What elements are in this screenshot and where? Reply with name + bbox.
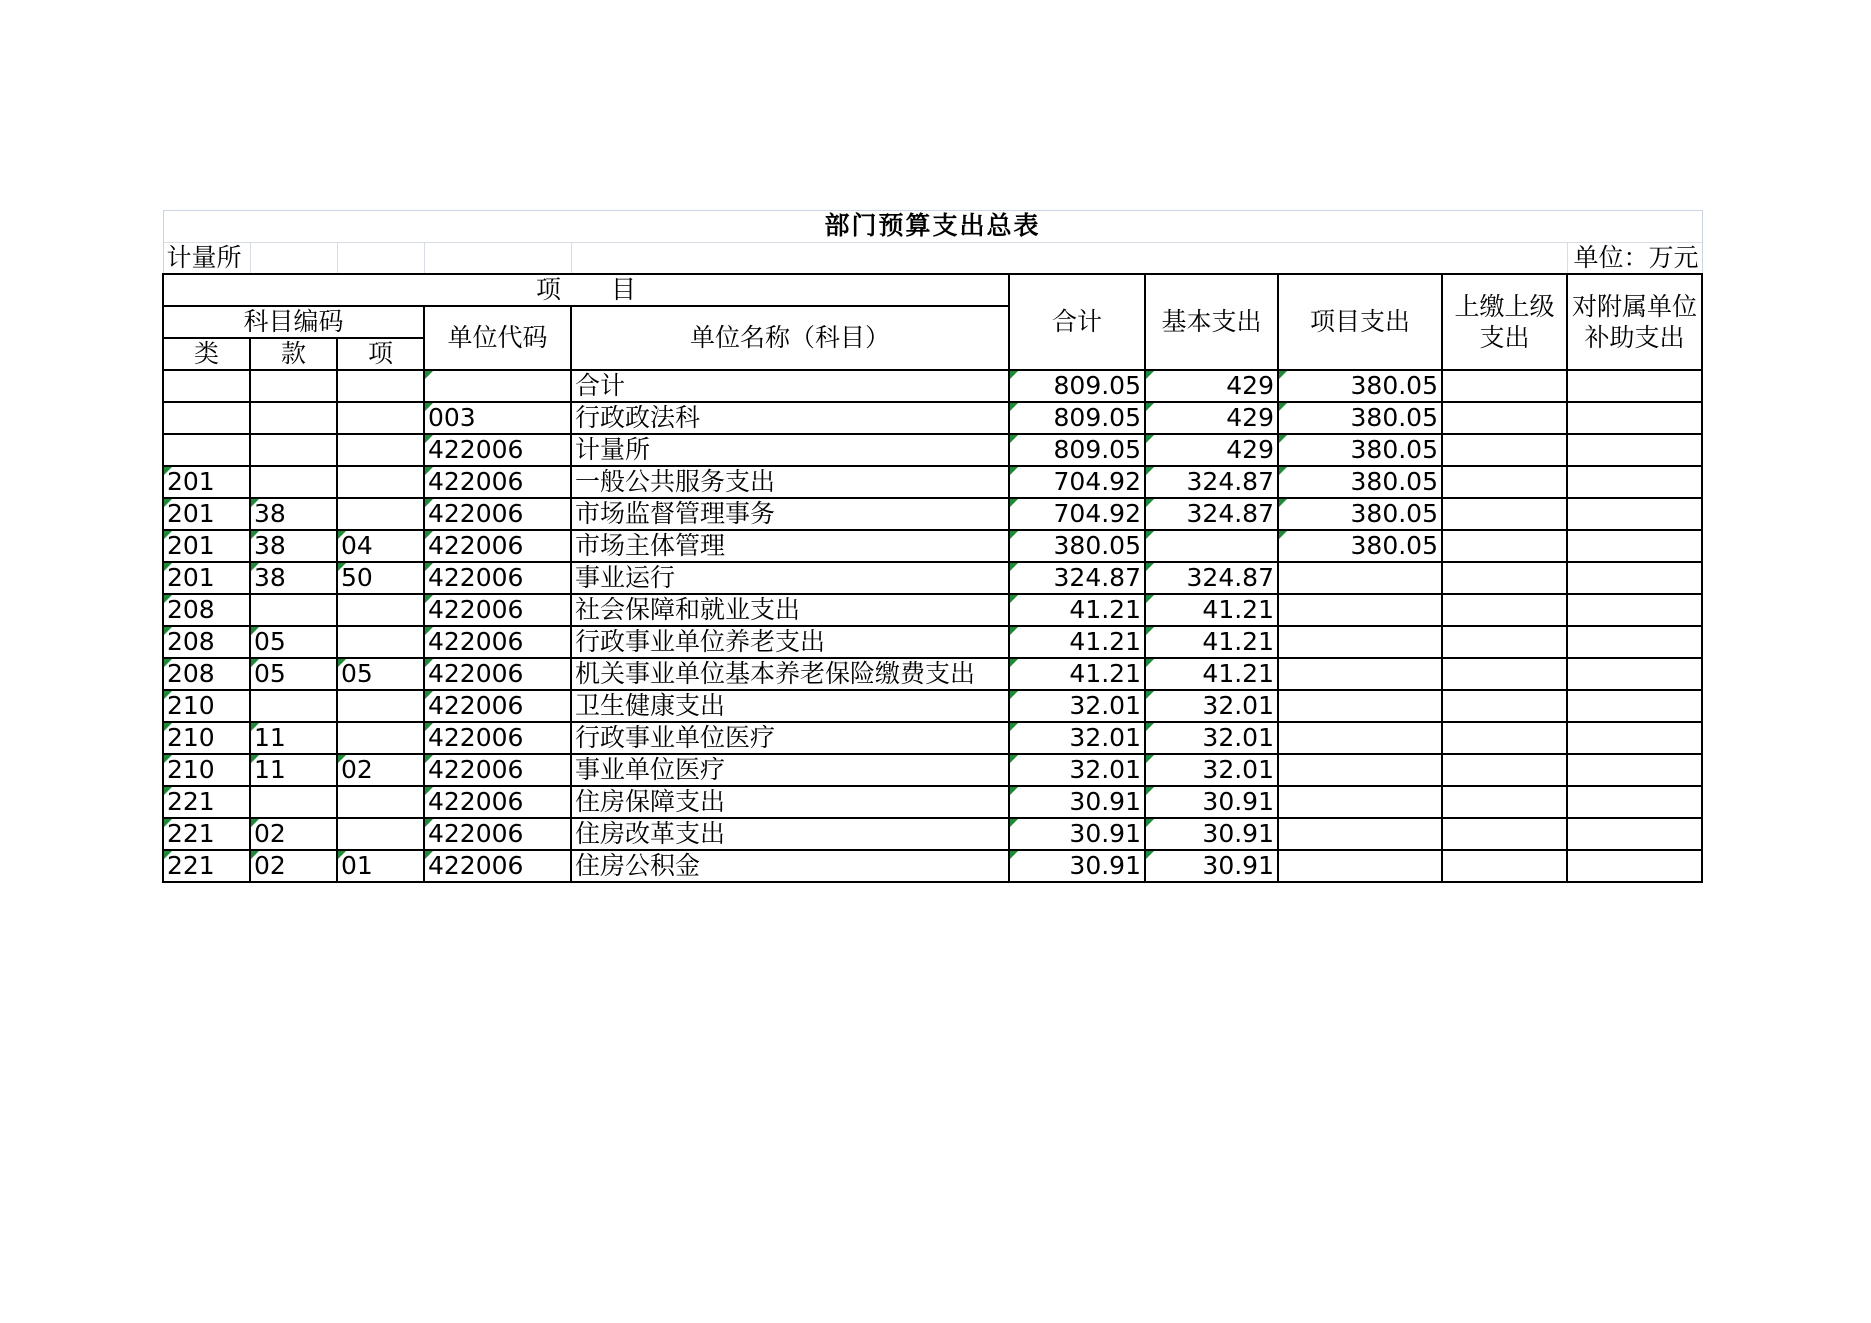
header-project: 项目支出 (1278, 274, 1442, 370)
cell-project (1278, 658, 1442, 690)
cell-subsidy (1567, 690, 1702, 722)
cell-lei: 201 (163, 530, 250, 562)
cell-lei: 210 (163, 722, 250, 754)
cell-subsidy (1567, 850, 1702, 882)
cell-unit-name: 事业运行 (571, 562, 1009, 594)
cell-total: 704.92 (1009, 466, 1145, 498)
header-subsidy: 对附属单位补助支出 (1567, 274, 1702, 370)
cell-unit-code: 422006 (424, 818, 571, 850)
header-unit-name: 单位名称（科目） (571, 306, 1009, 370)
cell-basic: 30.91 (1145, 786, 1278, 818)
cell-total: 809.05 (1009, 370, 1145, 402)
cell-project (1278, 818, 1442, 850)
cell-project (1278, 594, 1442, 626)
cell-unit-code: 422006 (424, 498, 571, 530)
cell-xiang (337, 626, 424, 658)
cell-subsidy (1567, 562, 1702, 594)
cell-remit (1442, 594, 1567, 626)
cell-remit (1442, 466, 1567, 498)
header-total: 合计 (1009, 274, 1145, 370)
meta-row (163, 242, 1702, 274)
cell-unit-code: 422006 (424, 626, 571, 658)
table-row (163, 530, 1702, 562)
cell-remit (1442, 370, 1567, 402)
cell-kuan: 05 (250, 658, 337, 690)
cell-lei: 208 (163, 594, 250, 626)
cell-subsidy (1567, 722, 1702, 754)
cell-basic: 324.87 (1145, 562, 1278, 594)
cell-unit-code: 422006 (424, 722, 571, 754)
cell-subsidy (1567, 626, 1702, 658)
cell-kuan: 02 (250, 818, 337, 850)
cell-kuan (250, 594, 337, 626)
cell-total: 324.87 (1009, 562, 1145, 594)
table-row (163, 594, 1702, 626)
table-row (163, 498, 1702, 530)
cell-subsidy (1567, 530, 1702, 562)
cell-basic: 324.87 (1145, 466, 1278, 498)
cell-remit (1442, 818, 1567, 850)
cell-project: 380.05 (1278, 434, 1442, 466)
header-basic: 基本支出 (1145, 274, 1278, 370)
cell-lei: 201 (163, 466, 250, 498)
cell-project: 380.05 (1278, 530, 1442, 562)
cell-kuan: 38 (250, 530, 337, 562)
cell-subsidy (1567, 818, 1702, 850)
table-row (163, 850, 1702, 882)
cell-subsidy (1567, 594, 1702, 626)
cell-subsidy (1567, 370, 1702, 402)
cell-unit-name: 市场监督管理事务 (571, 498, 1009, 530)
title-row (163, 211, 1702, 243)
cell-unit-code: 422006 (424, 786, 571, 818)
unit-org-label: 计量所 (163, 242, 250, 274)
cell-xiang: 01 (337, 850, 424, 882)
meta-cell (424, 242, 571, 274)
cell-lei (163, 402, 250, 434)
cell-kuan (250, 786, 337, 818)
cell-xiang (337, 594, 424, 626)
cell-subsidy (1567, 786, 1702, 818)
cell-project (1278, 562, 1442, 594)
table-row (163, 722, 1702, 754)
cell-unit-name: 一般公共服务支出 (571, 466, 1009, 498)
cell-unit-name: 合计 (571, 370, 1009, 402)
cell-total: 809.05 (1009, 434, 1145, 466)
cell-xiang (337, 370, 424, 402)
cell-remit (1442, 626, 1567, 658)
cell-kuan: 11 (250, 754, 337, 786)
cell-remit (1442, 690, 1567, 722)
header-kuan: 款 (250, 338, 337, 370)
cell-basic: 429 (1145, 434, 1278, 466)
cell-unit-code: 422006 (424, 466, 571, 498)
meta-cell (337, 242, 424, 274)
cell-remit (1442, 402, 1567, 434)
cell-lei: 201 (163, 562, 250, 594)
table-row (163, 626, 1702, 658)
cell-xiang (337, 722, 424, 754)
cell-unit-code: 422006 (424, 658, 571, 690)
cell-total: 809.05 (1009, 402, 1145, 434)
cell-basic: 30.91 (1145, 850, 1278, 882)
header-lei: 类 (163, 338, 250, 370)
cell-total: 380.05 (1009, 530, 1145, 562)
table-row (163, 786, 1702, 818)
cell-project: 380.05 (1278, 466, 1442, 498)
cell-remit (1442, 498, 1567, 530)
cell-xiang (337, 434, 424, 466)
cell-unit-code: 422006 (424, 530, 571, 562)
cell-lei: 208 (163, 658, 250, 690)
cell-unit-name: 市场主体管理 (571, 530, 1009, 562)
cell-project (1278, 722, 1442, 754)
cell-remit (1442, 562, 1567, 594)
table-row (163, 754, 1702, 786)
cell-unit-name: 住房改革支出 (571, 818, 1009, 850)
cell-subsidy (1567, 498, 1702, 530)
cell-lei: 201 (163, 498, 250, 530)
cell-unit-code: 422006 (424, 594, 571, 626)
cell-xiang (337, 402, 424, 434)
cell-lei: 208 (163, 626, 250, 658)
cell-basic (1145, 530, 1278, 562)
cell-total: 41.21 (1009, 658, 1145, 690)
cell-project (1278, 754, 1442, 786)
cell-xiang: 05 (337, 658, 424, 690)
cell-kuan: 05 (250, 626, 337, 658)
cell-basic: 32.01 (1145, 722, 1278, 754)
cell-unit-code: 422006 (424, 850, 571, 882)
cell-basic: 429 (1145, 370, 1278, 402)
header-item-group: 项 目 (163, 274, 1009, 306)
cell-unit-code: 003 (424, 402, 571, 434)
cell-total: 32.01 (1009, 754, 1145, 786)
cell-unit-name: 卫生健康支出 (571, 690, 1009, 722)
cell-total: 41.21 (1009, 626, 1145, 658)
cell-kuan (250, 402, 337, 434)
cell-unit-name: 机关事业单位基本养老保险缴费支出 (571, 658, 1009, 690)
cell-xiang (337, 786, 424, 818)
header-xiang: 项 (337, 338, 424, 370)
cell-remit (1442, 530, 1567, 562)
cell-kuan: 02 (250, 850, 337, 882)
cell-basic: 324.87 (1145, 498, 1278, 530)
cell-basic: 41.21 (1145, 594, 1278, 626)
cell-unit-name: 行政政法科 (571, 402, 1009, 434)
cell-unit-code: 422006 (424, 754, 571, 786)
cell-lei: 210 (163, 690, 250, 722)
cell-basic: 429 (1145, 402, 1278, 434)
cell-kuan: 38 (250, 562, 337, 594)
cell-unit-name: 住房保障支出 (571, 786, 1009, 818)
cell-lei (163, 370, 250, 402)
header-row-1 (163, 274, 1702, 306)
cell-subsidy (1567, 754, 1702, 786)
cell-unit-name: 计量所 (571, 434, 1009, 466)
cell-basic: 32.01 (1145, 690, 1278, 722)
cell-project: 380.05 (1278, 498, 1442, 530)
cell-remit (1442, 850, 1567, 882)
table-row (163, 818, 1702, 850)
cell-lei (163, 434, 250, 466)
header-unit-code: 单位代码 (424, 306, 571, 370)
cell-kuan: 38 (250, 498, 337, 530)
cell-xiang (337, 690, 424, 722)
cell-remit (1442, 722, 1567, 754)
budget-sheet (162, 210, 1701, 883)
header-remit: 上缴上级支出 (1442, 274, 1567, 370)
cell-unit-code: 422006 (424, 434, 571, 466)
cell-lei: 221 (163, 818, 250, 850)
cell-remit (1442, 658, 1567, 690)
cell-project (1278, 850, 1442, 882)
cell-project (1278, 786, 1442, 818)
cell-total: 32.01 (1009, 690, 1145, 722)
cell-unit-name: 住房公积金 (571, 850, 1009, 882)
cell-basic: 41.21 (1145, 658, 1278, 690)
cell-xiang: 50 (337, 562, 424, 594)
cell-subsidy (1567, 658, 1702, 690)
cell-xiang (337, 498, 424, 530)
cell-project (1278, 626, 1442, 658)
cell-unit-name: 行政事业单位养老支出 (571, 626, 1009, 658)
cell-subsidy (1567, 434, 1702, 466)
cell-kuan (250, 434, 337, 466)
budget-expenditure-table (162, 210, 1703, 883)
cell-xiang: 02 (337, 754, 424, 786)
meta-cell (250, 242, 337, 274)
cell-unit-name: 行政事业单位医疗 (571, 722, 1009, 754)
cell-kuan (250, 370, 337, 402)
table-row (163, 562, 1702, 594)
cell-lei: 221 (163, 850, 250, 882)
cell-unit-name: 社会保障和就业支出 (571, 594, 1009, 626)
header-subject-code: 科目编码 (163, 306, 424, 338)
cell-remit (1442, 754, 1567, 786)
cell-unit-code: 422006 (424, 690, 571, 722)
cell-total: 41.21 (1009, 594, 1145, 626)
cell-xiang (337, 466, 424, 498)
cell-xiang (337, 818, 424, 850)
meta-cell (571, 242, 1567, 274)
cell-subsidy (1567, 402, 1702, 434)
cell-total: 32.01 (1009, 722, 1145, 754)
cell-kuan: 11 (250, 722, 337, 754)
cell-total: 30.91 (1009, 786, 1145, 818)
cell-basic: 30.91 (1145, 818, 1278, 850)
table-row (163, 402, 1702, 434)
unit-label: 单位：万元 (1567, 242, 1702, 274)
cell-unit-code: 422006 (424, 562, 571, 594)
cell-total: 30.91 (1009, 818, 1145, 850)
cell-remit (1442, 434, 1567, 466)
page-title: 部门预算支出总表 (163, 211, 1702, 243)
table-row (163, 434, 1702, 466)
table-row (163, 658, 1702, 690)
cell-kuan (250, 690, 337, 722)
cell-basic: 41.21 (1145, 626, 1278, 658)
cell-remit (1442, 786, 1567, 818)
cell-project: 380.05 (1278, 402, 1442, 434)
cell-project (1278, 690, 1442, 722)
cell-xiang: 04 (337, 530, 424, 562)
table-row (163, 690, 1702, 722)
cell-kuan (250, 466, 337, 498)
cell-project: 380.05 (1278, 370, 1442, 402)
cell-lei: 210 (163, 754, 250, 786)
cell-unit-name: 事业单位医疗 (571, 754, 1009, 786)
table-row (163, 370, 1702, 402)
cell-subsidy (1567, 466, 1702, 498)
cell-total: 704.92 (1009, 498, 1145, 530)
table-row (163, 466, 1702, 498)
cell-lei: 221 (163, 786, 250, 818)
cell-unit-code (424, 370, 571, 402)
cell-total: 30.91 (1009, 850, 1145, 882)
cell-basic: 32.01 (1145, 754, 1278, 786)
